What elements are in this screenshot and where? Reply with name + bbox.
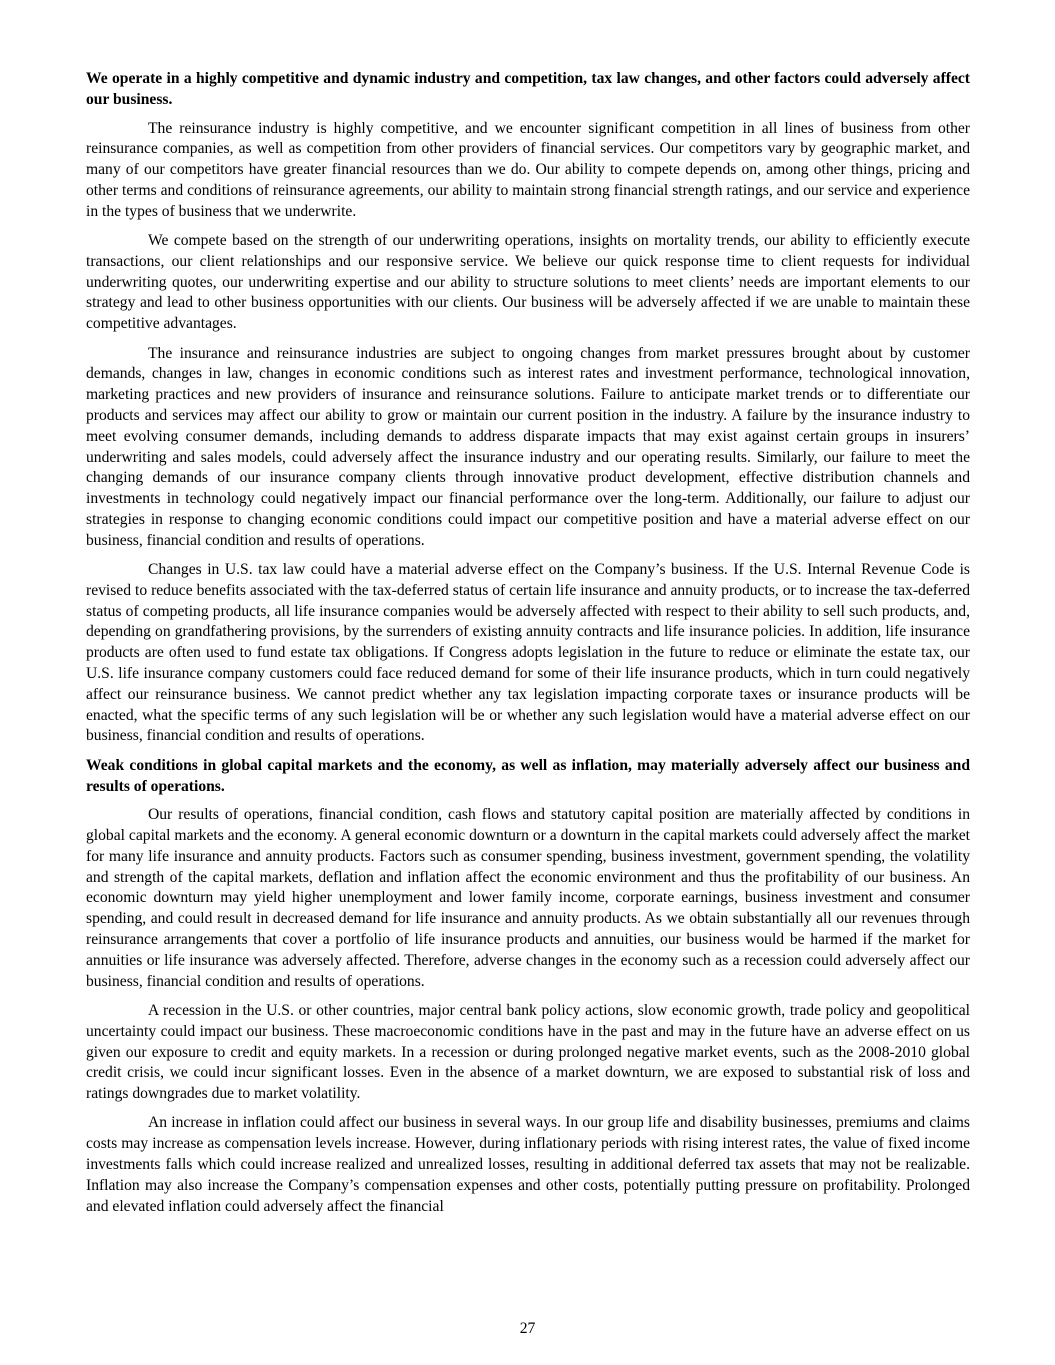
paragraph: An increase in inflation could affect our business in several ways. In our group life and disability businesses, premiums and claims costs may increase as compensation levels increase. However, during inflationary periods with rising interest rates, the value of fixed income investments falls which could increase realized and unrealized losses, resulting in additional deferred tax assets that may not be realizable. Inflation may also increase the Company’s compensation expenses and other costs, potentially putting pressure on profitability. Prolonged and elevated inflation could adversely affect the financial (86, 1114, 970, 1215)
paragraph: The reinsurance industry is highly competitive, and we encounter significant competition in all lines of business from other reinsurance companies, as well as competition from other providers of financial services. Our competitors vary by geographic market, and many of our competitors have greater financial resources than we do. Our ability to compete depends on, among other things, pricing and other terms and conditions of reinsurance agreements, our ability to maintain strong financial strength ratings, and our service and experience in the types of business that we underwrite. (86, 119, 970, 220)
section-heading-competition: We operate in a highly competitive and dynamic industry and competition, tax law changes, and other factors could adversely affect our business. (86, 70, 970, 108)
paragraph: Changes in U.S. tax law could have a material adverse effect on the Company’s business. If the U.S. Internal Revenue Code is revised to reduce benefits associated with the tax-deferred status of certain life insurance and annuity products, or to increase the tax-deferred status of competing products, all life insurance companies would be adversely affected with respect to their ability to sell such products, and, depending on grandfathering provisions, by the surrenders of existing annuity contracts and life insurance policies. In addition, life insurance products are often used to fund estate tax obligations. If Congress adopts legislation in the future to reduce or eliminate the estate tax, our U.S. life insurance company customers could face reduced demand for some of their life insurance products, which in turn could negatively affect our reinsurance business. We cannot predict whether any tax legislation impacting corporate taxes or insurance products will be enacted, what the specific terms of any such legislation will be or whether any such legislation would have a material adverse effect on our business, financial condition and results of operations. (86, 561, 970, 745)
section-heading-economy: Weak conditions in global capital markets and the economy, as well as inflation, may materially adversely affect our business and results of operations. (86, 756, 970, 795)
paragraph: The insurance and reinsurance industries are subject to ongoing changes from market pressures brought about by customer demands, changes in law, changes in economic conditions such as interest rates and investment performance, technological innovation, marketing practices and new providers of insurance and reinsurance solutions. Failure to anticipate market trends or to differentiate our products and services may affect our ability to grow or maintain our current position in the industry. A failure by the insurance industry to meet evolving consumer demands, including demands to address disparate impacts that may exist against certain groups in insurers’ underwriting and sales models, could adversely affect the insurance industry and our operating results. Similarly, our failure to meet the changing demands of our insurance company clients through innovative product development, effective distribution channels and investments in technology could negatively impact our financial performance over the long-term. Additionally, our failure to adjust our strategies in response to changing economic conditions could impact our competitive position and have a material adverse effect on our business, financial condition and results of operations. (86, 344, 970, 549)
document-page (86, 69, 970, 1226)
paragraph: A recession in the U.S. or other countries, major central bank policy actions, slow economic growth, trade policy and geopolitical uncertainty could impact our business. These macroeconomic conditions have in the past and may in the future have an adverse effect on us given our exposure to credit and equity markets. In a recession or during prolonged negative market events, such as the 2008-2010 global credit crisis, we could incur significant losses. Even in the absence of a market downturn, we are exposed to substantial risk of loss and ratings downgrades due to market volatility. (86, 1001, 970, 1103)
paragraph: Our results of operations, financial condition, cash flows and statutory capital position are materially affected by conditions in global capital markets and the economy. A general economic downturn or a downturn in the capital markets could adversely affect the market for many life insurance and annuity products. Factors such as consumer spending, business investment, government spending, the volatility and strength of the capital markets, deflation and inflation affect the economic environment and thus the profitability of our business. An economic downturn may yield higher unemployment and lower family income, corporate earnings, business investment and consumer spending, and could result in decreased demand for life insurance and annuity products. As we obtain substantially all our revenues through reinsurance arrangements that cover a portfolio of life insurance products and annuities, our business would be harmed if the market for annuities or life insurance was adversely affected. Therefore, adverse changes in the economy such as a recession could adversely affect our business, financial condition and results of operations. (86, 806, 970, 990)
paragraph: We compete based on the strength of our underwriting operations, insights on mortality trends, our ability to efficiently execute transactions, our client relationships and our responsive service. We believe our quick response time to client requests for individual underwriting quotes, our underwriting expertise and our ability to structure solutions to meet clients’ needs are important elements to our strategy and lead to other business opportunities with our clients. Our business will be adversely affected if we are unable to maintain these competitive advantages. (86, 232, 970, 333)
page-number: 27 (519, 1320, 536, 1337)
